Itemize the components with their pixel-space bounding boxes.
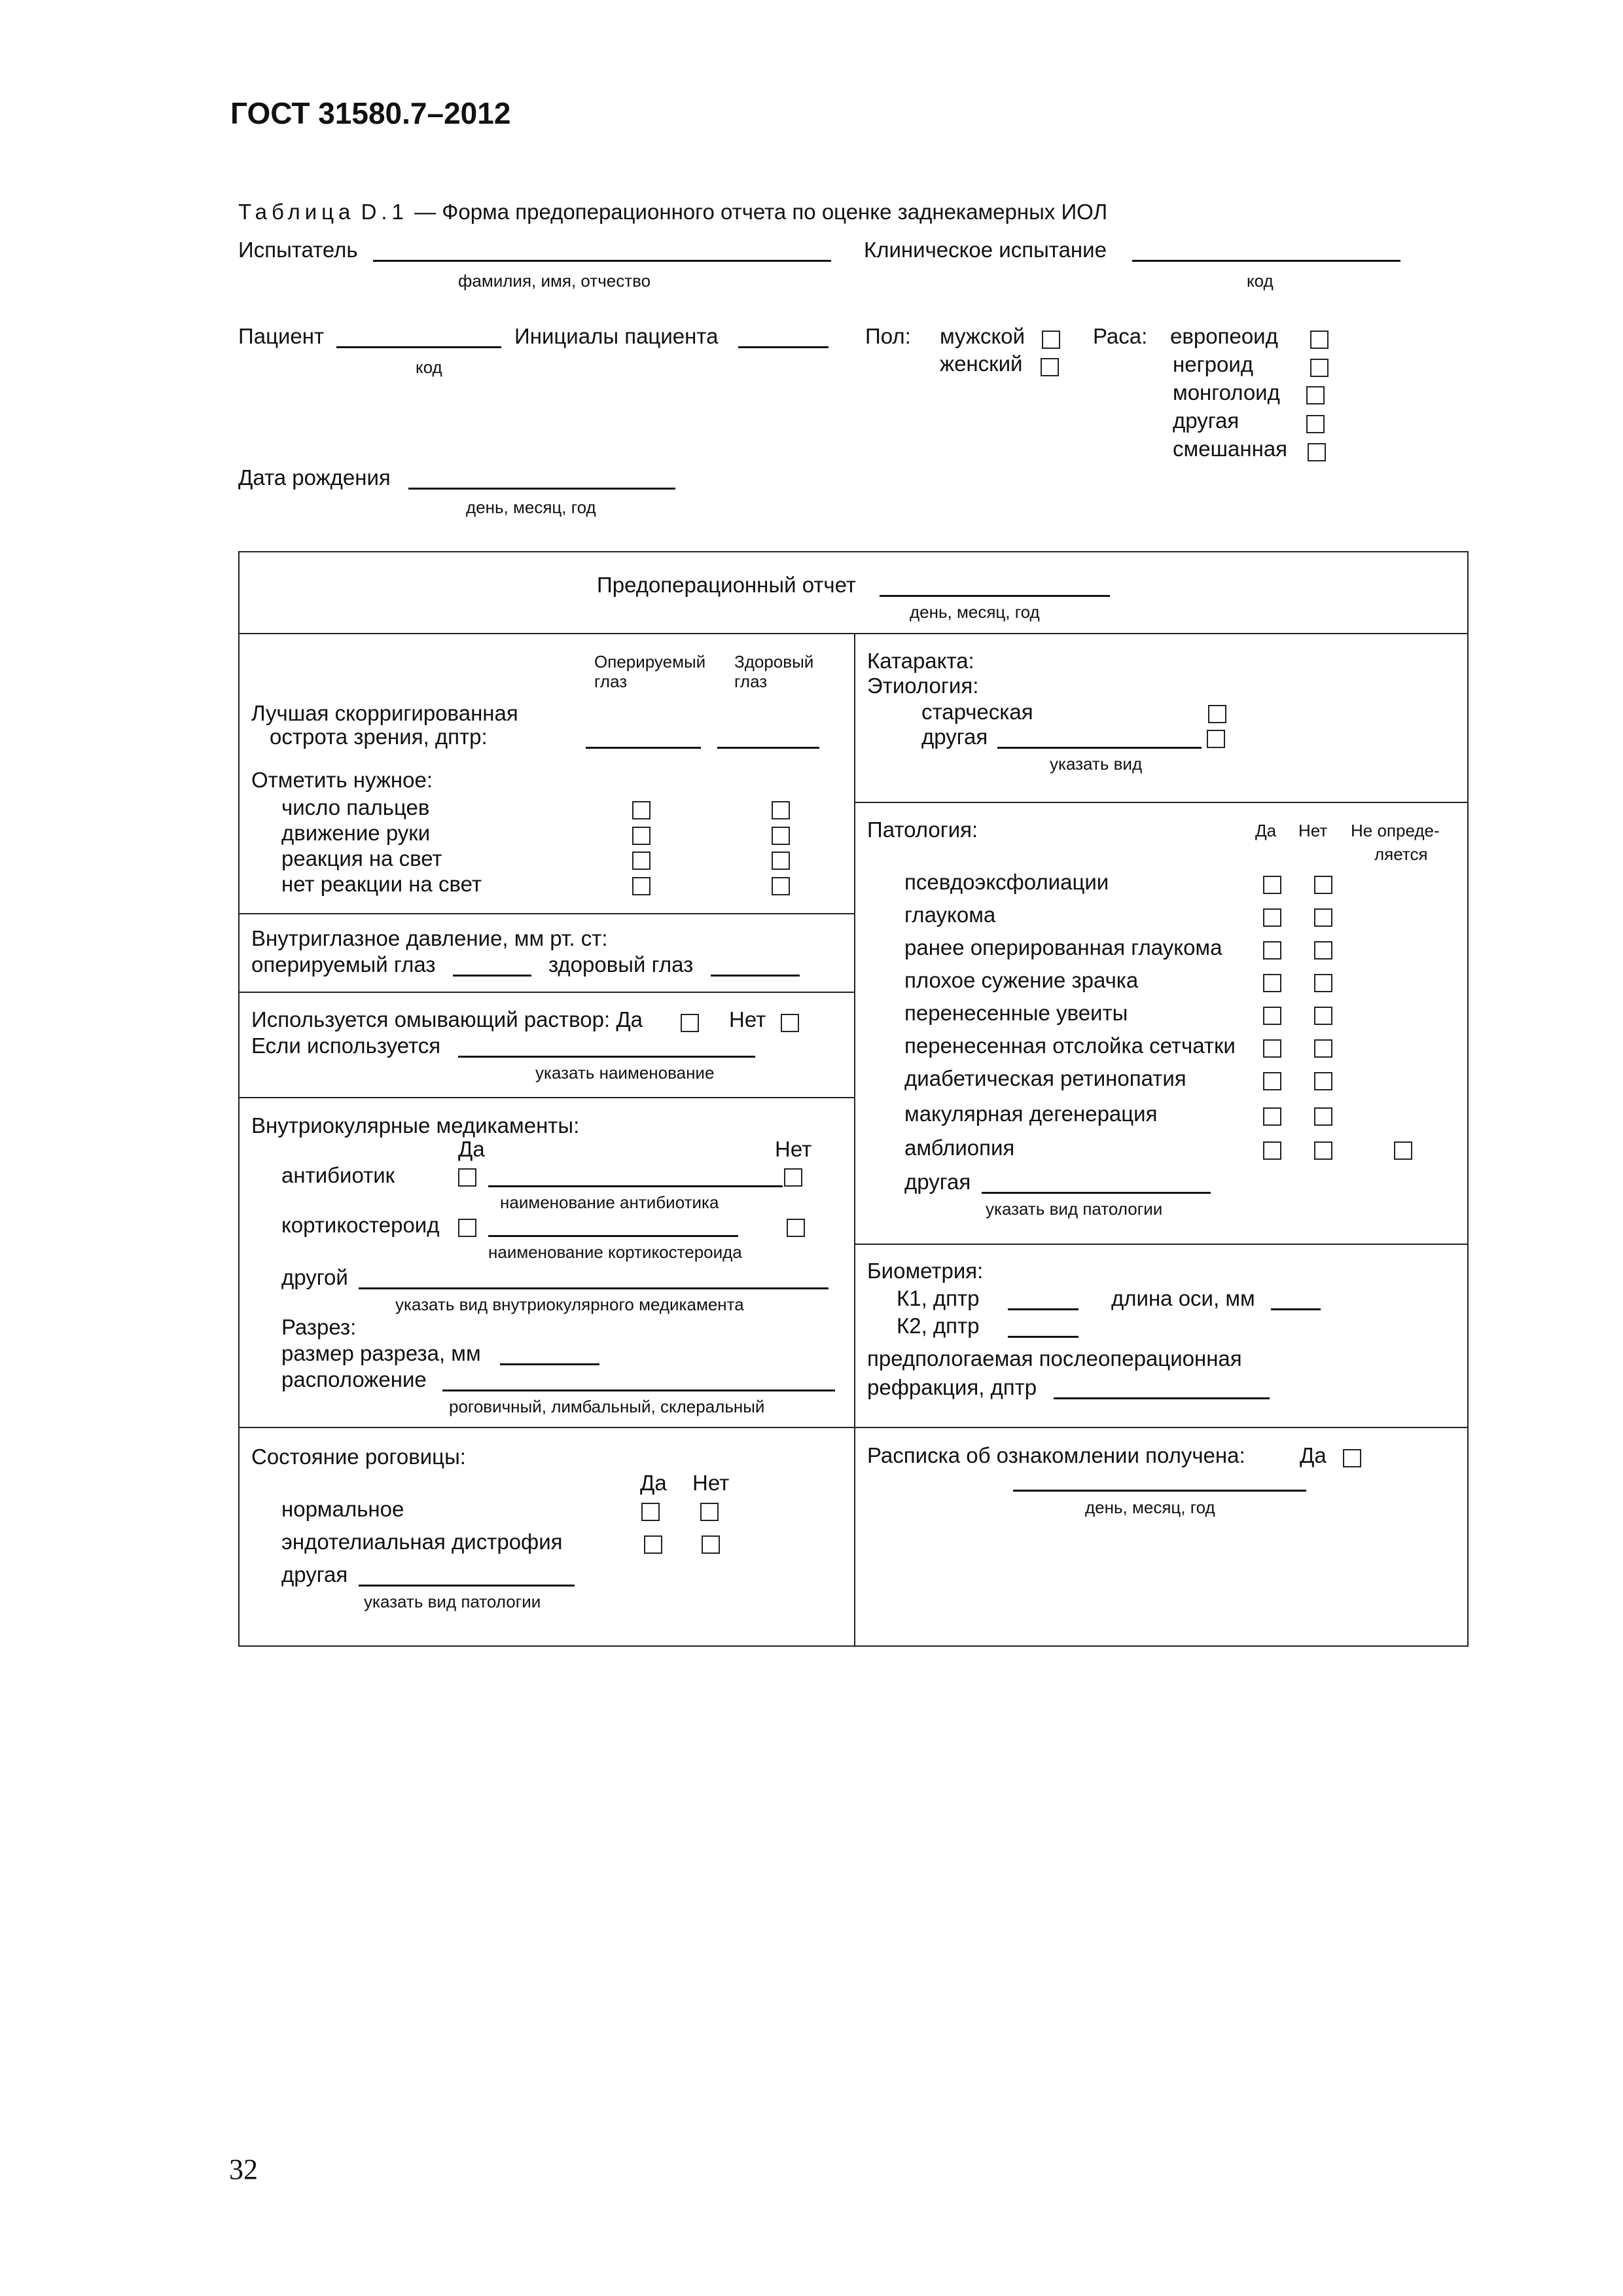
pathology-item-label: макулярная дегенерация xyxy=(904,1102,1158,1126)
cornea-other-hint: указать вид патологии xyxy=(364,1592,541,1611)
senile-label: старческая xyxy=(921,700,1033,724)
meds-no-label: Нет xyxy=(775,1137,812,1161)
sex-female-label: женский xyxy=(940,351,1023,376)
acuity-operated-checkbox[interactable] xyxy=(632,852,651,870)
cataract-hint: указать вид xyxy=(1050,754,1143,774)
cornea-item-label: эндотелиальная дистрофия xyxy=(281,1530,563,1554)
caption-prefix: Таблица xyxy=(238,200,355,224)
acuity-operated-field[interactable] xyxy=(586,747,701,749)
pathology-other-field[interactable] xyxy=(982,1192,1211,1194)
cortico-no-checkbox[interactable] xyxy=(787,1219,805,1237)
pathology-yes-checkbox[interactable] xyxy=(1263,908,1281,927)
cornea-other-field[interactable] xyxy=(359,1585,575,1587)
pathology-no-label: Нет xyxy=(1298,821,1328,840)
initials-field[interactable] xyxy=(738,346,829,348)
table-caption xyxy=(238,199,1107,225)
other-med-label: другой xyxy=(281,1265,348,1289)
pathology-item-label: амблиопия xyxy=(904,1136,1015,1160)
incision-size-label: размер разреза, мм xyxy=(281,1341,481,1365)
meds-label: Внутриокулярные медикаменты: xyxy=(251,1113,580,1138)
wash-hint: указать наименование xyxy=(535,1063,715,1083)
refraction-label: предпологаемая послеоперационная xyxy=(867,1346,1242,1371)
sex-male-label: мужской xyxy=(940,324,1026,348)
antibiotic-no-checkbox[interactable] xyxy=(784,1168,802,1187)
race-checkbox[interactable] xyxy=(1306,415,1325,433)
pathology-yes-checkbox[interactable] xyxy=(1263,974,1281,992)
pathology-yes-checkbox[interactable] xyxy=(1263,876,1281,894)
antibiotic-yes-checkbox[interactable] xyxy=(458,1168,476,1187)
cornea-no-checkbox[interactable] xyxy=(700,1503,719,1521)
iop-operated-field[interactable] xyxy=(453,975,531,977)
wash-if-used-label: Если используется xyxy=(251,1033,441,1058)
divider xyxy=(238,1097,854,1098)
pathology-no-checkbox[interactable] xyxy=(1314,974,1332,992)
divider xyxy=(854,802,1468,803)
k2-label: К2, дптр xyxy=(897,1314,980,1338)
pathology-no-checkbox[interactable] xyxy=(1314,876,1332,894)
refraction-field[interactable] xyxy=(1054,1397,1270,1399)
race-checkbox[interactable] xyxy=(1308,443,1326,461)
acuity-healthy-checkbox[interactable] xyxy=(772,801,790,819)
pathology-no-checkbox[interactable] xyxy=(1314,1007,1332,1025)
acuity-operated-checkbox[interactable] xyxy=(632,877,651,895)
col-operated: Оперируемый xyxy=(594,652,706,672)
pathology-other-label: другая xyxy=(904,1170,971,1194)
k1-label: К1, дптр xyxy=(897,1286,980,1310)
cornea-item-label: нормальное xyxy=(281,1497,404,1521)
iop-healthy-field[interactable] xyxy=(711,975,800,977)
pathology-yes-checkbox[interactable] xyxy=(1263,941,1281,960)
pathology-no-checkbox[interactable] xyxy=(1314,1072,1332,1090)
sex-male-checkbox[interactable] xyxy=(1042,331,1060,349)
col-healthy-2: глаз xyxy=(734,672,768,691)
cornea-yes-checkbox[interactable] xyxy=(641,1503,660,1521)
pathology-yes-checkbox[interactable] xyxy=(1263,1039,1281,1058)
divider xyxy=(238,1427,854,1428)
clinical-label: Клиническое испытание xyxy=(864,238,1107,262)
k1-field[interactable] xyxy=(1008,1308,1079,1310)
iop-label: Внутриглазное давление, мм рт. ст: xyxy=(251,926,608,950)
cataract-label: Катаракта: xyxy=(867,649,974,673)
report-label: Предоперационный отчет xyxy=(597,573,856,597)
cornea-no-label: Нет xyxy=(692,1471,730,1495)
birth-hint: день, месяц, год xyxy=(466,497,596,517)
incision-size-field[interactable] xyxy=(500,1363,599,1365)
acuity-healthy-field[interactable] xyxy=(717,747,819,749)
incision-location-field[interactable] xyxy=(442,1390,835,1391)
report-hint: день, месяц, год xyxy=(910,602,1040,622)
cornea-no-checkbox[interactable] xyxy=(702,1535,720,1554)
iop-healthy-label: здоровый глаз xyxy=(548,952,694,977)
wash-label: Используется омывающий раствор: Да xyxy=(251,1007,643,1031)
pathology-no-checkbox[interactable] xyxy=(1314,1107,1332,1126)
axis-label: длина оси, мм xyxy=(1111,1286,1255,1310)
race-checkbox[interactable] xyxy=(1306,386,1325,404)
meds-yes-label: Да xyxy=(458,1137,485,1161)
divider xyxy=(854,1244,1468,1245)
race-option-label: монголоид xyxy=(1173,380,1280,404)
pathology-item-label: перенесенная отслойка сетчатки xyxy=(904,1033,1236,1058)
receipt-yes-checkbox[interactable] xyxy=(1343,1449,1361,1467)
pathology-no-checkbox[interactable] xyxy=(1314,1141,1332,1160)
cortico-label: кортикостероид xyxy=(281,1213,440,1237)
divider xyxy=(238,913,854,914)
cataract-other-label: другая xyxy=(921,725,988,749)
pathology-item-label: диабетическая ретинопатия xyxy=(904,1066,1186,1090)
receipt-yes-label: Да xyxy=(1300,1443,1327,1467)
cortico-name-field[interactable] xyxy=(488,1235,738,1237)
pathology-yes-label: Да xyxy=(1255,821,1277,840)
antibiotic-hint: наименование антибиотика xyxy=(500,1193,719,1212)
pathology-undetermined-checkbox[interactable] xyxy=(1394,1141,1412,1160)
race-checkbox[interactable] xyxy=(1310,331,1329,349)
cornea-label: Состояние роговицы: xyxy=(251,1444,466,1469)
acuity-operated-checkbox[interactable] xyxy=(632,801,651,819)
pathology-yes-checkbox[interactable] xyxy=(1263,1107,1281,1126)
tester-hint: фамилия, имя, отчество xyxy=(458,271,651,291)
patient-hint: код xyxy=(416,357,442,377)
cortico-hint: наименование кортикостероида xyxy=(488,1242,742,1262)
race-checkbox[interactable] xyxy=(1310,359,1329,377)
tester-label: Испытатель xyxy=(238,238,358,262)
receipt-hint: день, месяц, год xyxy=(1085,1498,1215,1517)
wash-name-field[interactable] xyxy=(458,1056,755,1058)
antibiotic-label: антибиотик xyxy=(281,1163,395,1187)
incision-location-hint: роговичный, лимбальный, склеральный xyxy=(449,1397,765,1416)
col-healthy: Здоровый xyxy=(734,652,814,672)
pathology-no-checkbox[interactable] xyxy=(1314,941,1332,960)
antibiotic-name-field[interactable] xyxy=(488,1185,783,1187)
pathology-item-label: псевдоэксфолиации xyxy=(904,870,1109,894)
other-med-field[interactable] xyxy=(359,1287,829,1289)
acuity-healthy-checkbox[interactable] xyxy=(772,877,790,895)
acuity-healthy-checkbox[interactable] xyxy=(772,827,790,845)
race-option-label: смешанная xyxy=(1173,437,1288,461)
pathology-label: Патология: xyxy=(867,817,978,842)
acuity-item-label: нет реакции на свет xyxy=(281,872,482,896)
etiology-label: Этиология: xyxy=(867,673,979,698)
birth-field[interactable] xyxy=(408,488,675,490)
acuity-label-2: острота зрения, дптр: xyxy=(270,725,488,749)
divider xyxy=(854,633,855,1645)
divider xyxy=(854,1427,1468,1428)
patient-label: Пациент xyxy=(238,324,325,348)
senile-checkbox[interactable] xyxy=(1208,705,1226,723)
divider xyxy=(238,992,854,993)
pathology-no-checkbox[interactable] xyxy=(1314,908,1332,927)
report-date-field[interactable] xyxy=(880,595,1110,597)
pathology-yes-checkbox[interactable] xyxy=(1263,1007,1281,1025)
pathology-undetermined-label: Не опреде- xyxy=(1351,821,1440,840)
pathology-yes-checkbox[interactable] xyxy=(1263,1141,1281,1160)
pathology-item-label: ранее оперированная глаукома xyxy=(904,935,1222,960)
cortico-yes-checkbox[interactable] xyxy=(458,1219,476,1237)
acuity-operated-checkbox[interactable] xyxy=(632,827,651,845)
iop-operated-label: оперируемый глаз xyxy=(251,952,436,977)
sex-female-checkbox[interactable] xyxy=(1041,358,1059,376)
document-header: ГОСТ 31580.7–2012 xyxy=(230,96,511,130)
cataract-other-checkbox[interactable] xyxy=(1207,730,1225,748)
acuity-label: Лучшая скорригированная xyxy=(251,701,518,725)
pathology-undetermined-label-2: ляется xyxy=(1374,844,1428,864)
biometry-label: Биометрия: xyxy=(867,1259,984,1283)
caption-title: — Форма предоперационного отчета по оценке заднекамерных ИОЛ xyxy=(414,200,1108,224)
pathology-no-checkbox[interactable] xyxy=(1314,1039,1332,1058)
race-option-label: европеоид xyxy=(1170,324,1278,348)
race-option-label: другая xyxy=(1173,408,1240,433)
pathology-item-label: плохое сужение зрачка xyxy=(904,968,1139,992)
birth-label: Дата рождения xyxy=(238,465,391,490)
cornea-other-label: другая xyxy=(281,1562,348,1587)
cornea-yes-label: Да xyxy=(640,1471,667,1495)
clinical-hint: код xyxy=(1247,271,1274,291)
k2-field[interactable] xyxy=(1008,1336,1079,1338)
pathology-yes-checkbox[interactable] xyxy=(1263,1072,1281,1090)
acuity-healthy-checkbox[interactable] xyxy=(772,852,790,870)
receipt-date-field[interactable] xyxy=(1013,1490,1306,1492)
pathology-other-hint: указать вид патологии xyxy=(986,1199,1163,1219)
col-operated-2: глаз xyxy=(594,672,628,691)
clinical-field[interactable] xyxy=(1132,260,1400,262)
wash-no-checkbox[interactable] xyxy=(781,1014,799,1032)
mark-label: Отметить нужное: xyxy=(251,768,433,792)
race-option-label: негроид xyxy=(1173,352,1254,376)
incision-location-label: расположение xyxy=(281,1367,427,1391)
pathology-item-label: глаукома xyxy=(904,903,996,927)
cornea-yes-checkbox[interactable] xyxy=(644,1535,662,1554)
wash-no-label: Нет xyxy=(729,1007,766,1031)
cataract-other-field[interactable] xyxy=(997,747,1202,749)
tester-field[interactable] xyxy=(373,260,831,262)
caption-number: D.1 xyxy=(361,200,408,224)
refraction-label-2: рефракция, дптр xyxy=(867,1375,1037,1399)
receipt-label: Расписка об ознакомлении получена: xyxy=(867,1443,1245,1467)
sex-label: Пол: xyxy=(865,324,911,348)
incision-label: Разрез: xyxy=(281,1315,357,1339)
patient-field[interactable] xyxy=(336,346,501,348)
page-number: 32 xyxy=(229,2153,258,2185)
race-label: Раса: xyxy=(1093,324,1148,348)
divider xyxy=(238,633,1468,634)
acuity-item-label: движение руки xyxy=(281,821,431,845)
initials-label: Инициалы пациента xyxy=(514,324,719,348)
acuity-item-label: число пальцев xyxy=(281,795,430,819)
axis-field[interactable] xyxy=(1271,1308,1321,1310)
pathology-item-label: перенесенные увеиты xyxy=(904,1001,1128,1025)
other-med-hint: указать вид внутриокулярного медикамента xyxy=(395,1295,744,1314)
acuity-item-label: реакция на свет xyxy=(281,846,442,870)
wash-yes-checkbox[interactable] xyxy=(681,1014,699,1032)
